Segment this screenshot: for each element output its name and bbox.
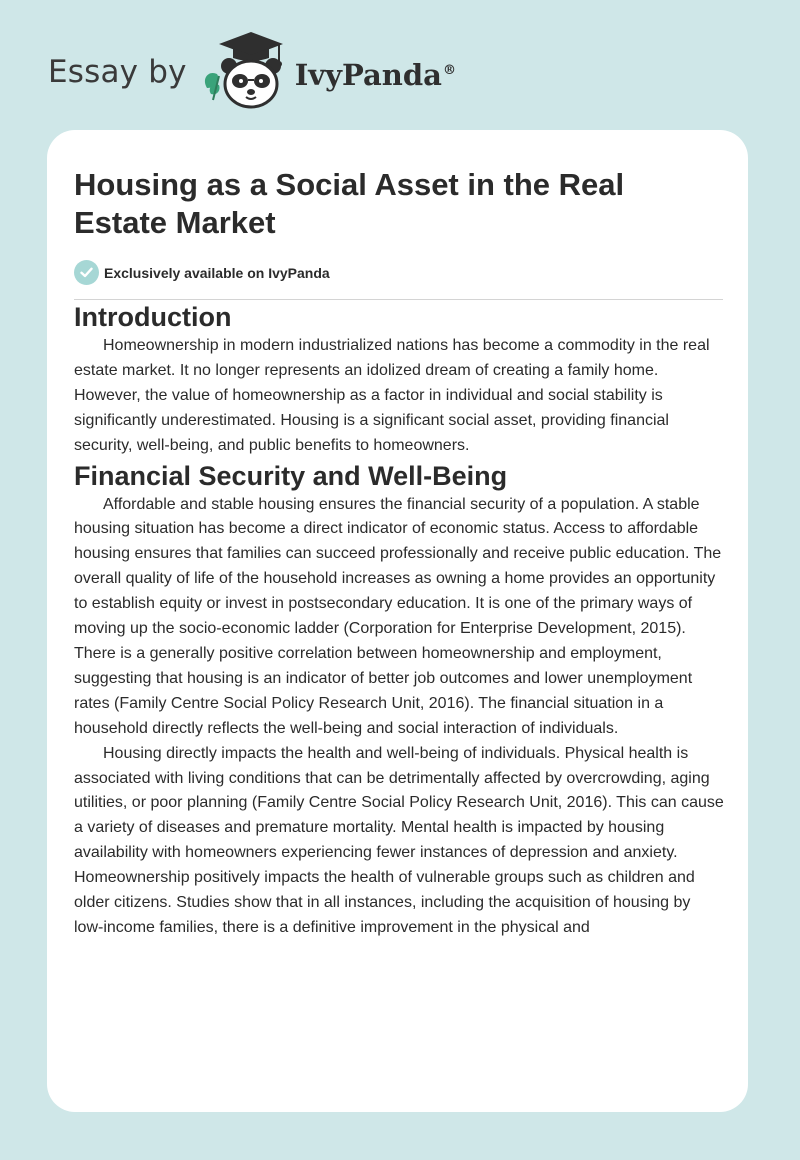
section-heading-introduction: Introduction [74, 302, 232, 332]
article-title: Housing as a Social Asset in the Real Estate Market [74, 167, 625, 240]
paragraph: Affordable and stable housing ensures the financial security of a population. A stable housing situation has become a direct indicator of economic status. Access to affordable housing ensures that families can succeed professionally and receive public education. The overall quality of life of the household increases as owning a home provides an opportunity to establish equity or invest in postsecondary education. It is one of the primary ways of moving up the socio-economic ladder (Corporation for Enterprise Development, 2015). There is a generally positive correlation between homeownership and employment, suggesting that housing is an indicator of better job outcomes and lower unemployment rates (Family Centre Social Policy Research Unit, 2016). The financial situation in a household directly reflects the well-being and social interaction of individuals. [74, 495, 722, 737]
essay-by-label: Essay by [48, 54, 187, 90]
paragraph: Homeownership in modern industrialized nations has become a commodity in the real estate market. It no longer represents an idolized dream of creating a family home. However, the value of homeownership as a factor in individual and social stability is significantly underestimated. Housing is a significant social asset, providing financial security, well-being, and public benefits to homeowners. [74, 337, 710, 454]
brand-name[interactable]: IvyPanda® [294, 58, 456, 92]
exclusive-badge [74, 260, 724, 285]
site-header [48, 30, 456, 114]
check-icon [74, 260, 99, 285]
article-card [47, 130, 748, 1112]
panda-logo-icon[interactable] [199, 30, 291, 114]
article-content [74, 166, 724, 941]
section-heading-financial-security: Financial Security and Well-Being [74, 460, 508, 491]
registered-mark: ® [442, 63, 456, 79]
paragraph: Housing directly impacts the health and well-being of individuals. Physical health is associated with living conditions that can be detrimentally affected by overcrowding, aging utilities, or poor planning (Family Centre Social Policy Research Unit, 2016). This can cause a variety of diseases and premature mortality. Mental health is impacted by housing availability with homeowners experiencing fewer instances of depression and anxiety. Homeownership positively impacts the health of vulnerable groups such as children and older citizens. Studies show that in all instances, including the acquisition of housing by low-income families, there is a definitive improvement in the physical and [74, 744, 724, 936]
badge-label: Exclusively available on IvyPanda [104, 264, 330, 281]
